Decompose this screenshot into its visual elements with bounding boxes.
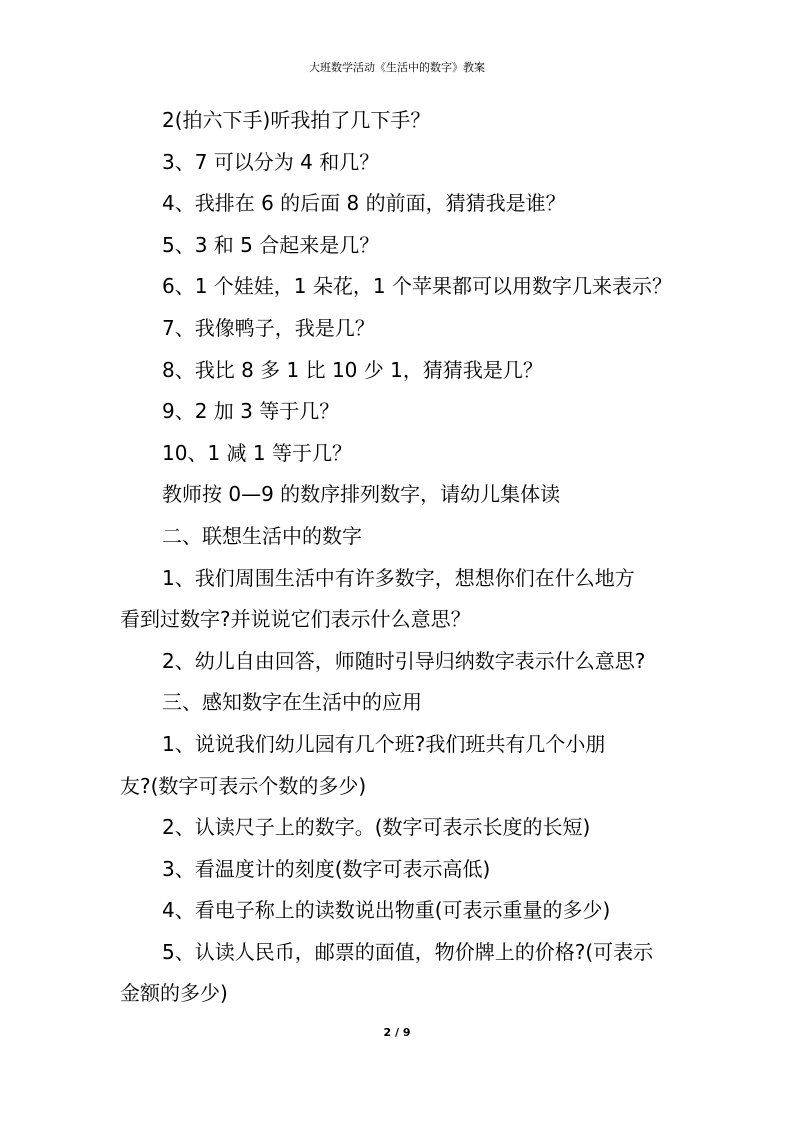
text-line: 5、3 和 5 合起来是几？ xyxy=(162,232,380,257)
text-line: 1、说说我们幼儿园有几个班?我们班共有几个小朋 xyxy=(162,731,606,756)
page-number: 2 / 9 xyxy=(383,1026,411,1039)
text-line-continuation: 友?(数字可表示个数的多少) xyxy=(120,773,367,798)
text-line: 3、看温度计的刻度(数字可表示高低) xyxy=(162,856,491,881)
text-line: 5、认读人民币，邮票的面值，物价牌上的价格?(可表示 xyxy=(162,939,654,964)
text-line: 6、1 个娃娃，1 朵花，1 个苹果都可以用数字几来表示？ xyxy=(162,274,672,299)
text-line: 9、2 加 3 等于几？ xyxy=(162,399,340,424)
section-heading: 二、联想生活中的数字 xyxy=(162,523,362,548)
document-body xyxy=(120,100,685,1015)
text-line: 4、看电子称上的读数说出物重(可表示重量的多少) xyxy=(162,898,611,923)
text-line: 7、我像鸭子，我是几？ xyxy=(162,315,375,340)
text-line: 2、认读尺子上的数字。(数字可表示长度的长短) xyxy=(162,815,591,840)
text-line: 2(拍六下手)听我拍了几下手？ xyxy=(162,108,431,132)
page-header-title: 大班数学活动《生活中的数字》教案 xyxy=(309,61,485,74)
text-line: 8、我比 8 多 1 比 10 少 1，猜猜我是几？ xyxy=(162,357,543,382)
text-line: 3、7 可以分为 4 和几？ xyxy=(162,149,380,174)
text-line: 4、我排在 6 的后面 8 的前面，猜猜我是谁？ xyxy=(162,191,566,216)
text-line: 2、幼儿自由回答，师随时引导归纳数字表示什么意思? xyxy=(162,648,646,673)
text-line-continuation: 看到过数字?并说说它们表示什么意思？ xyxy=(120,607,471,632)
section-heading: 三、感知数字在生活中的应用 xyxy=(162,690,422,715)
text-line-continuation: 金额的多少) xyxy=(120,981,228,1006)
text-line: 教师按 0—9 的数序排列数字，请幼儿集体读 xyxy=(162,482,561,507)
text-line: 1、我们周围生活中有许多数字，想想你们在什么地方 xyxy=(162,565,635,590)
text-line: 10、1 减 1 等于几？ xyxy=(162,440,352,465)
